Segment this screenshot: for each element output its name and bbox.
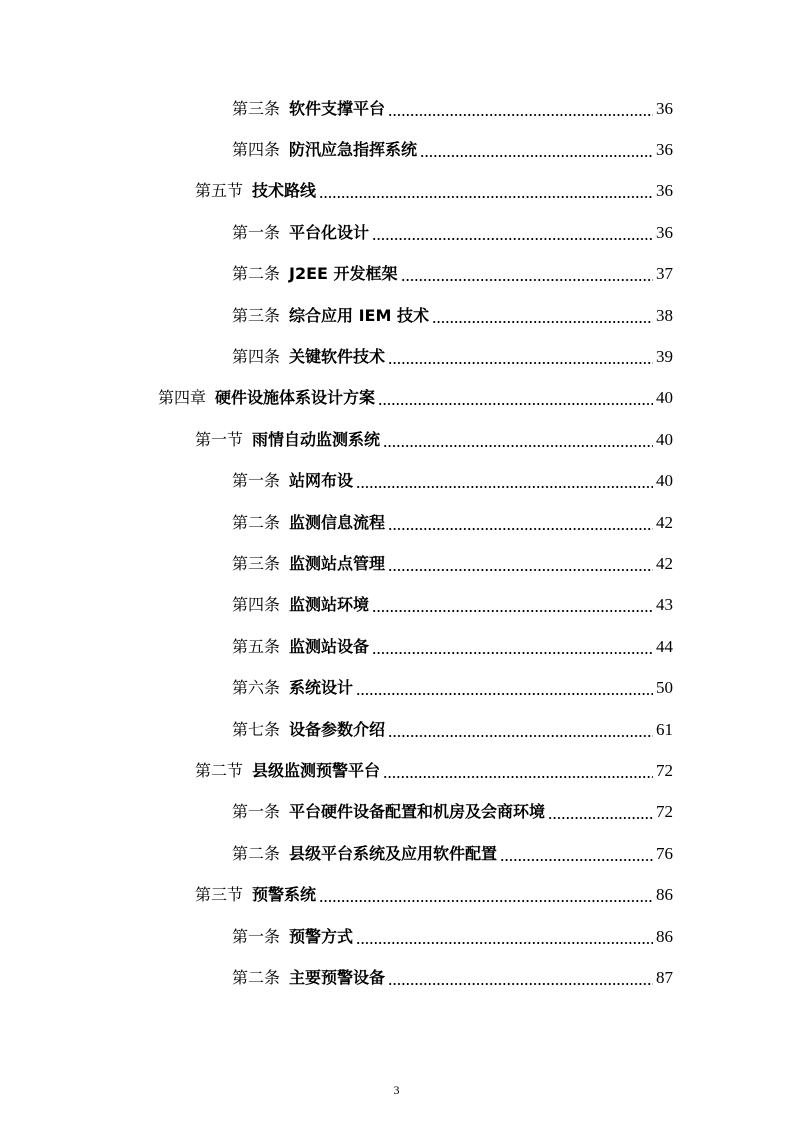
toc-entry-number: 第二条 xyxy=(232,264,281,284)
toc-entry-page: 36 xyxy=(656,222,673,242)
toc-entry-page: 86 xyxy=(656,926,673,946)
toc-entry-title: 预警系统 xyxy=(252,885,317,905)
toc-entry[interactable] xyxy=(0,626,793,667)
toc-entry-number: 第一条 xyxy=(232,471,281,491)
toc-entry[interactable] xyxy=(0,667,793,708)
toc-entry-number: 第四条 xyxy=(232,595,281,615)
toc-entry-number: 第六条 xyxy=(232,678,281,698)
toc-entry-page: 40 xyxy=(656,471,673,491)
toc-entry[interactable] xyxy=(0,916,793,957)
toc-dot-leader xyxy=(319,900,653,902)
toc-entry-page: 36 xyxy=(656,98,673,118)
toc-dot-leader xyxy=(372,238,653,240)
toc-entry-number: 第二条 xyxy=(232,512,281,532)
toc-entry-number: 第四条 xyxy=(232,140,281,160)
toc-entry[interactable] xyxy=(0,543,793,584)
toc-entry[interactable] xyxy=(0,461,793,502)
toc-entry-page: 42 xyxy=(656,512,673,532)
toc-entry-page: 38 xyxy=(656,305,673,325)
toc-entry-page: 36 xyxy=(656,181,673,201)
toc-entry[interactable] xyxy=(0,750,793,791)
toc-entry-number: 第一条 xyxy=(232,802,281,822)
toc-entry-title: 防汛应急指挥系统 xyxy=(289,140,418,160)
toc-dot-leader xyxy=(356,942,653,944)
toc-dot-leader xyxy=(356,693,653,695)
toc-entry-number: 第二节 xyxy=(195,760,244,780)
toc-entry-page: 61 xyxy=(656,719,673,739)
toc-dot-leader xyxy=(388,362,653,364)
toc-dot-leader xyxy=(372,610,653,612)
toc-entry[interactable] xyxy=(0,957,793,998)
toc-entry-title: J2EE 开发框架 xyxy=(289,264,398,284)
toc-dot-leader xyxy=(401,279,653,281)
toc-entry-page: 37 xyxy=(656,264,673,284)
toc-entry[interactable] xyxy=(0,88,793,129)
toc-entry-title: 监测站设备 xyxy=(289,636,370,656)
toc-entry[interactable] xyxy=(0,874,793,915)
toc-entry-title: 技术路线 xyxy=(252,181,317,201)
toc-dot-leader xyxy=(356,486,653,488)
toc-entry[interactable] xyxy=(0,171,793,212)
toc-entry-page: 50 xyxy=(656,678,673,698)
toc-entry-page: 72 xyxy=(656,760,673,780)
toc-entry[interactable] xyxy=(0,129,793,170)
toc-entry[interactable] xyxy=(0,709,793,750)
toc-entry-title: 综合应用 IEM 技术 xyxy=(289,305,429,325)
toc-dot-leader xyxy=(548,817,653,819)
toc-entry-title: 站网布设 xyxy=(289,471,354,491)
toc-entry-title: 软件支撑平台 xyxy=(289,98,386,118)
toc-entry-title: 监测站点管理 xyxy=(289,553,386,573)
toc-dot-leader xyxy=(432,321,653,323)
toc-entry-title: 雨情自动监测系统 xyxy=(252,429,381,449)
toc-entry-page: 42 xyxy=(656,553,673,573)
toc-entry-page: 76 xyxy=(656,843,673,863)
toc-entry-number: 第二条 xyxy=(232,843,281,863)
toc-dot-leader xyxy=(383,776,653,778)
table-of-contents xyxy=(0,88,793,999)
toc-entry[interactable] xyxy=(0,378,793,419)
toc-entry-page: 86 xyxy=(656,885,673,905)
page-footer-number: 3 xyxy=(393,1083,400,1097)
toc-dot-leader xyxy=(319,196,653,198)
toc-entry-title: 监测站环境 xyxy=(289,595,370,615)
toc-entry-title: 平台硬件设备配置和机房及会商环境 xyxy=(289,802,546,822)
toc-entry[interactable] xyxy=(0,833,793,874)
toc-entry-title: 县级监测预警平台 xyxy=(252,760,381,780)
toc-dot-leader xyxy=(388,735,653,737)
toc-entry-number: 第四章 xyxy=(158,388,207,408)
toc-entry[interactable] xyxy=(0,212,793,253)
toc-entry[interactable] xyxy=(0,254,793,295)
toc-entry[interactable] xyxy=(0,295,793,336)
toc-dot-leader xyxy=(388,983,653,985)
toc-dot-leader xyxy=(500,859,653,861)
toc-entry-title: 系统设计 xyxy=(289,678,354,698)
toc-entry-page: 40 xyxy=(656,388,673,408)
toc-entry[interactable] xyxy=(0,502,793,543)
toc-entry-page: 43 xyxy=(656,595,673,615)
toc-entry-number: 第三条 xyxy=(232,553,281,573)
toc-entry[interactable] xyxy=(0,419,793,460)
toc-entry-page: 36 xyxy=(656,140,673,160)
toc-entry-number: 第一条 xyxy=(232,926,281,946)
toc-entry-number: 第三节 xyxy=(195,885,244,905)
toc-entry-number: 第三条 xyxy=(232,305,281,325)
toc-entry-number: 第五节 xyxy=(195,181,244,201)
toc-dot-leader xyxy=(372,652,653,654)
toc-entry-number: 第二条 xyxy=(232,967,281,987)
toc-entry[interactable] xyxy=(0,336,793,377)
toc-entry-title: 县级平台系统及应用软件配置 xyxy=(289,843,498,863)
toc-entry-title: 硬件设施体系设计方案 xyxy=(215,388,376,408)
toc-entry-number: 第一节 xyxy=(195,429,244,449)
toc-dot-leader xyxy=(420,155,653,157)
toc-dot-leader xyxy=(378,403,653,405)
toc-entry-title: 预警方式 xyxy=(289,926,354,946)
toc-entry-number: 第一条 xyxy=(232,222,281,242)
toc-entry-title: 平台化设计 xyxy=(289,222,370,242)
toc-dot-leader xyxy=(388,528,653,530)
toc-entry-number: 第三条 xyxy=(232,98,281,118)
toc-entry-number: 第五条 xyxy=(232,636,281,656)
toc-entry[interactable] xyxy=(0,585,793,626)
toc-entry-number: 第四条 xyxy=(232,347,281,367)
toc-entry-number: 第七条 xyxy=(232,719,281,739)
toc-entry-page: 87 xyxy=(656,967,673,987)
toc-entry-title: 监测信息流程 xyxy=(289,512,386,532)
toc-entry[interactable] xyxy=(0,792,793,833)
toc-entry-page: 44 xyxy=(656,636,673,656)
toc-entry-page: 40 xyxy=(656,429,673,449)
toc-entry-page: 72 xyxy=(656,802,673,822)
toc-entry-title: 关键软件技术 xyxy=(289,347,386,367)
toc-entry-page: 39 xyxy=(656,347,673,367)
toc-dot-leader xyxy=(388,569,653,571)
toc-entry-title: 设备参数介绍 xyxy=(289,719,386,739)
toc-entry-title: 主要预警设备 xyxy=(289,967,386,987)
toc-dot-leader xyxy=(388,114,653,116)
toc-dot-leader xyxy=(383,445,653,447)
